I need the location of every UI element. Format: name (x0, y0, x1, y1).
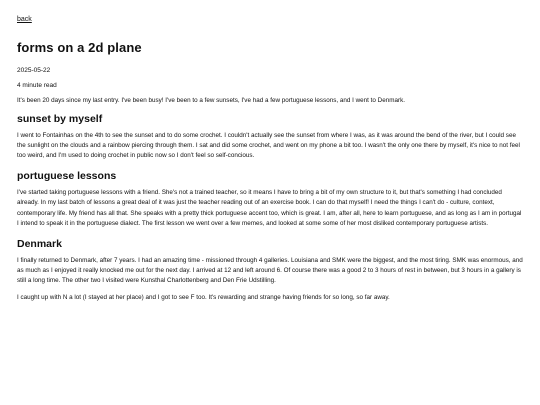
read-time: 4 minute read (17, 82, 57, 89)
section-sunset (17, 113, 523, 161)
section-denmark (17, 238, 523, 303)
section-paragraph: I caught up with N a lot (I stayed at her place) and I got to see F too. It's rewarding and strange having friends for so long, so far away. (17, 294, 390, 302)
post-title: forms on a 2d plane (17, 40, 142, 55)
section-paragraph: I finally returned to Denmark, after 7 years. I had an amazing time - missioned through 4 galleries. Louisiana and SMK were the biggest, and the most tiring. SMK was enormous, and as much as I enjoyed it really knocked me out for the next day. I arrived at 12 and left around 6. Of course there was a good 2 to 3 hours of rest in between, but 3 hours in a gallery is still a long time. The other two I visited were Kunsthal Charlottenberg and Den Frie Udstilling. (17, 256, 523, 284)
post-date: 2025-05-22 (17, 67, 51, 74)
section-heading: Denmark (17, 237, 62, 250)
section-paragraph: I've started taking portuguese lessons with a friend. She's not a trained teacher, so it means I have to bring a bit of my own structure to it, but that's something I had concluded already. In my last batch of lessons a great deal of it was just the teacher reading out of an exercise book. I can do that myself! I need the things I can't do - culture, context, contemporary life. My friend has all that. She speaks with a pretty thick portuguese accent too, which is great. I am, after all, here to learn portuguese, and as long as I am in portugal I intend to speak it in the portuguese dialect. The first lesson we went over a few memes, and looked at some some of her most disliked contemporary portuguese artists. (17, 189, 522, 227)
section-heading: portuguese lessons (17, 170, 117, 183)
section-portuguese-lessons (17, 170, 523, 228)
intro-paragraph: It's been 20 days since my last entry. I've been busy! I've been to a few sunsets, I've had a few portuguese lessons, and I went to Denmark. (17, 97, 405, 104)
section-paragraph: I went to Fontainhas on the 4th to see the sunset and to do some crochet. I couldn't actually see the sunset from where I was, as it was around the bend of the river, but I could see the sunlight on the clouds and a rainbow piercing through them. I sat and did some crochet, and went on my phone a bit too. I wasn't the only one there by myself, it's nice to not feel too weird, and I'm used to doing crochet in public now so I don't feel so self-concious. (17, 132, 520, 160)
section-heading: sunset by myself (17, 113, 103, 126)
back-link[interactable]: back (17, 16, 32, 23)
